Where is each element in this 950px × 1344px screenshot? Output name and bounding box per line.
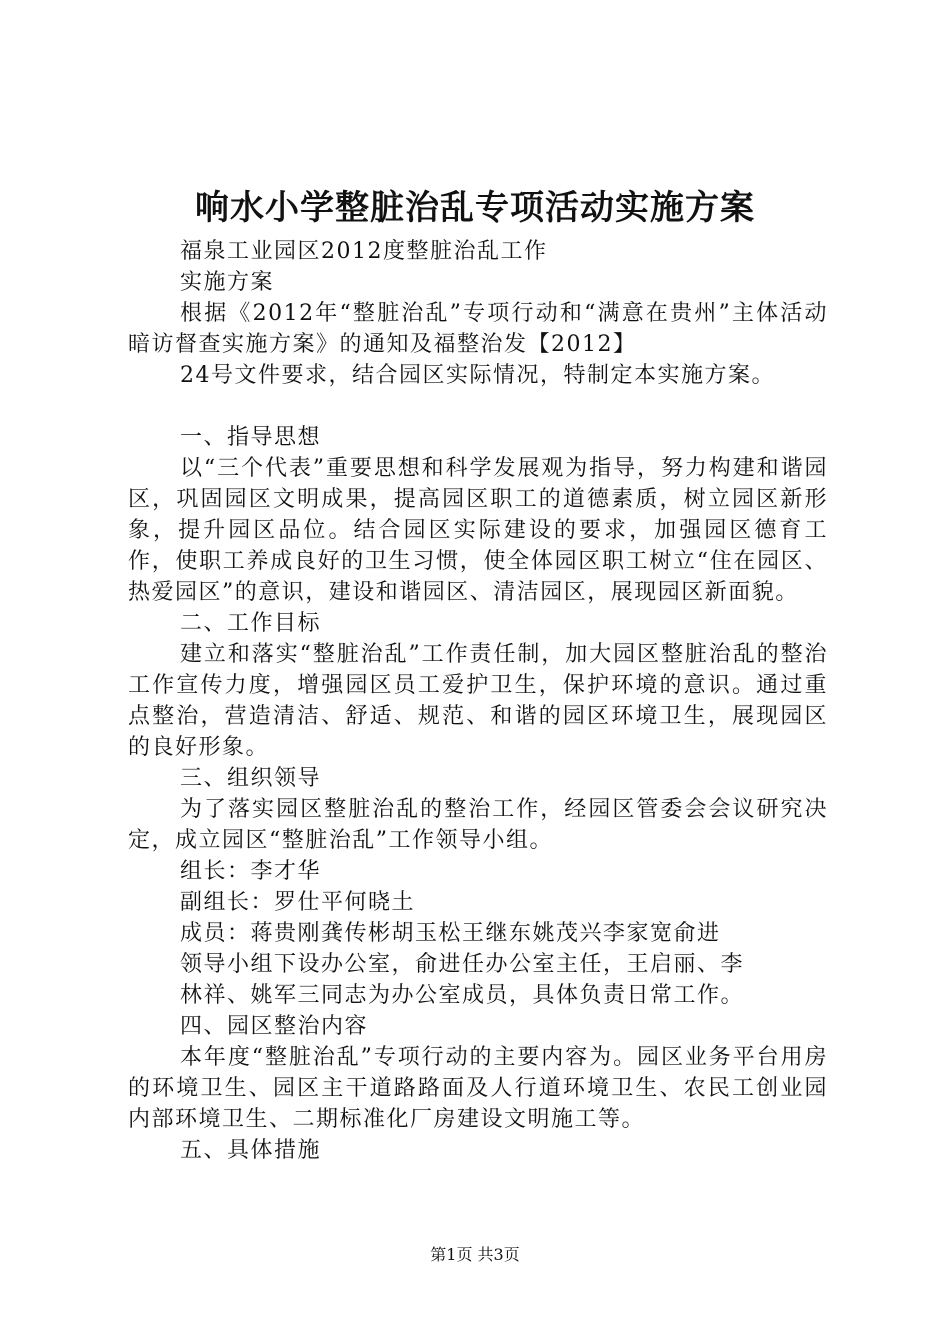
paragraph-group-leader: 组长：李才华 [180, 859, 322, 884]
paragraph-members: 成员：蒋贵刚龚传彬胡玉松王继东姚茂兴李家宽俞进 [180, 921, 721, 946]
paragraph-leadership: 为了落实园区整脏治乱的整治工作，经园区管委会会议研究决定，成立园区“整脏治乱”工作领导小组。 [128, 797, 828, 853]
section-heading-leadership: 三、组织领导 [180, 766, 322, 791]
document-body [128, 236, 828, 1166]
paragraph-basis: 根据《2012年“整脏治乱”专项行动和“满意在贵州”主体活动暗访督查实施方案》的通知及福整治发【2012】 [128, 301, 828, 357]
paragraph-content: 本年度“整脏治乱”专项行动的主要内容为。园区业务平台用房的环境卫生、园区主干道路路面及人行道环境卫生、农民工创业园内部环境卫生、二期标准化厂房建设文明施工等。 [128, 1045, 828, 1132]
paragraph-guiding-thought: 以“三个代表”重要思想和科学发展观为指导，努力构建和谐园区，巩固园区文明成果，提高园区职工的道德素质，树立园区新形象，提升园区品位。结合园区实际建设的要求，加强园区德育工作，使职工养成良好的卫生习惯，使全体园区职工树立“住在园区、热爱园区”的意识，建设和谐园区、清洁园区，展现园区新面貌。 [128, 456, 828, 605]
section-heading-content: 四、园区整治内容 [180, 1014, 369, 1039]
section-heading-measures: 五、具体措施 [180, 1138, 322, 1163]
page-footer: 第1页 共3页 [430, 1245, 520, 1264]
paragraph-office: 领导小组下设办公室，俞进任办公室主任，王启丽、李 [180, 952, 745, 977]
document-title: 响水小学整脏治乱专项活动实施方案 [195, 188, 755, 228]
paragraph-office-continued: 林祥、姚军三同志为办公室成员，具体负责日常工作。 [180, 983, 745, 1008]
paragraph-plan-label: 实施方案 [180, 270, 275, 295]
section-heading-work-goal: 二、工作目标 [180, 611, 322, 636]
section-heading-guiding-thought: 一、指导思想 [180, 425, 322, 450]
paragraph-deputy-leader: 副组长：罗仕平何晓土 [180, 890, 416, 915]
paragraph-park-name: 福泉工业园区2012度整脏治乱工作 [180, 239, 548, 264]
paragraph-basis-continued: 24号文件要求，结合园区实际情况，特制定本实施方案。 [180, 363, 775, 388]
paragraph-gap [128, 391, 828, 422]
paragraph-work-goal: 建立和落实“整脏治乱”工作责任制，加大园区整脏治乱的整治工作宣传力度，增强园区员工爱护卫生，保护环境的意识。通过重点整治，营造清洁、舒适、规范、和谐的园区环境卫生，展现园区的良好形象。 [128, 642, 828, 760]
